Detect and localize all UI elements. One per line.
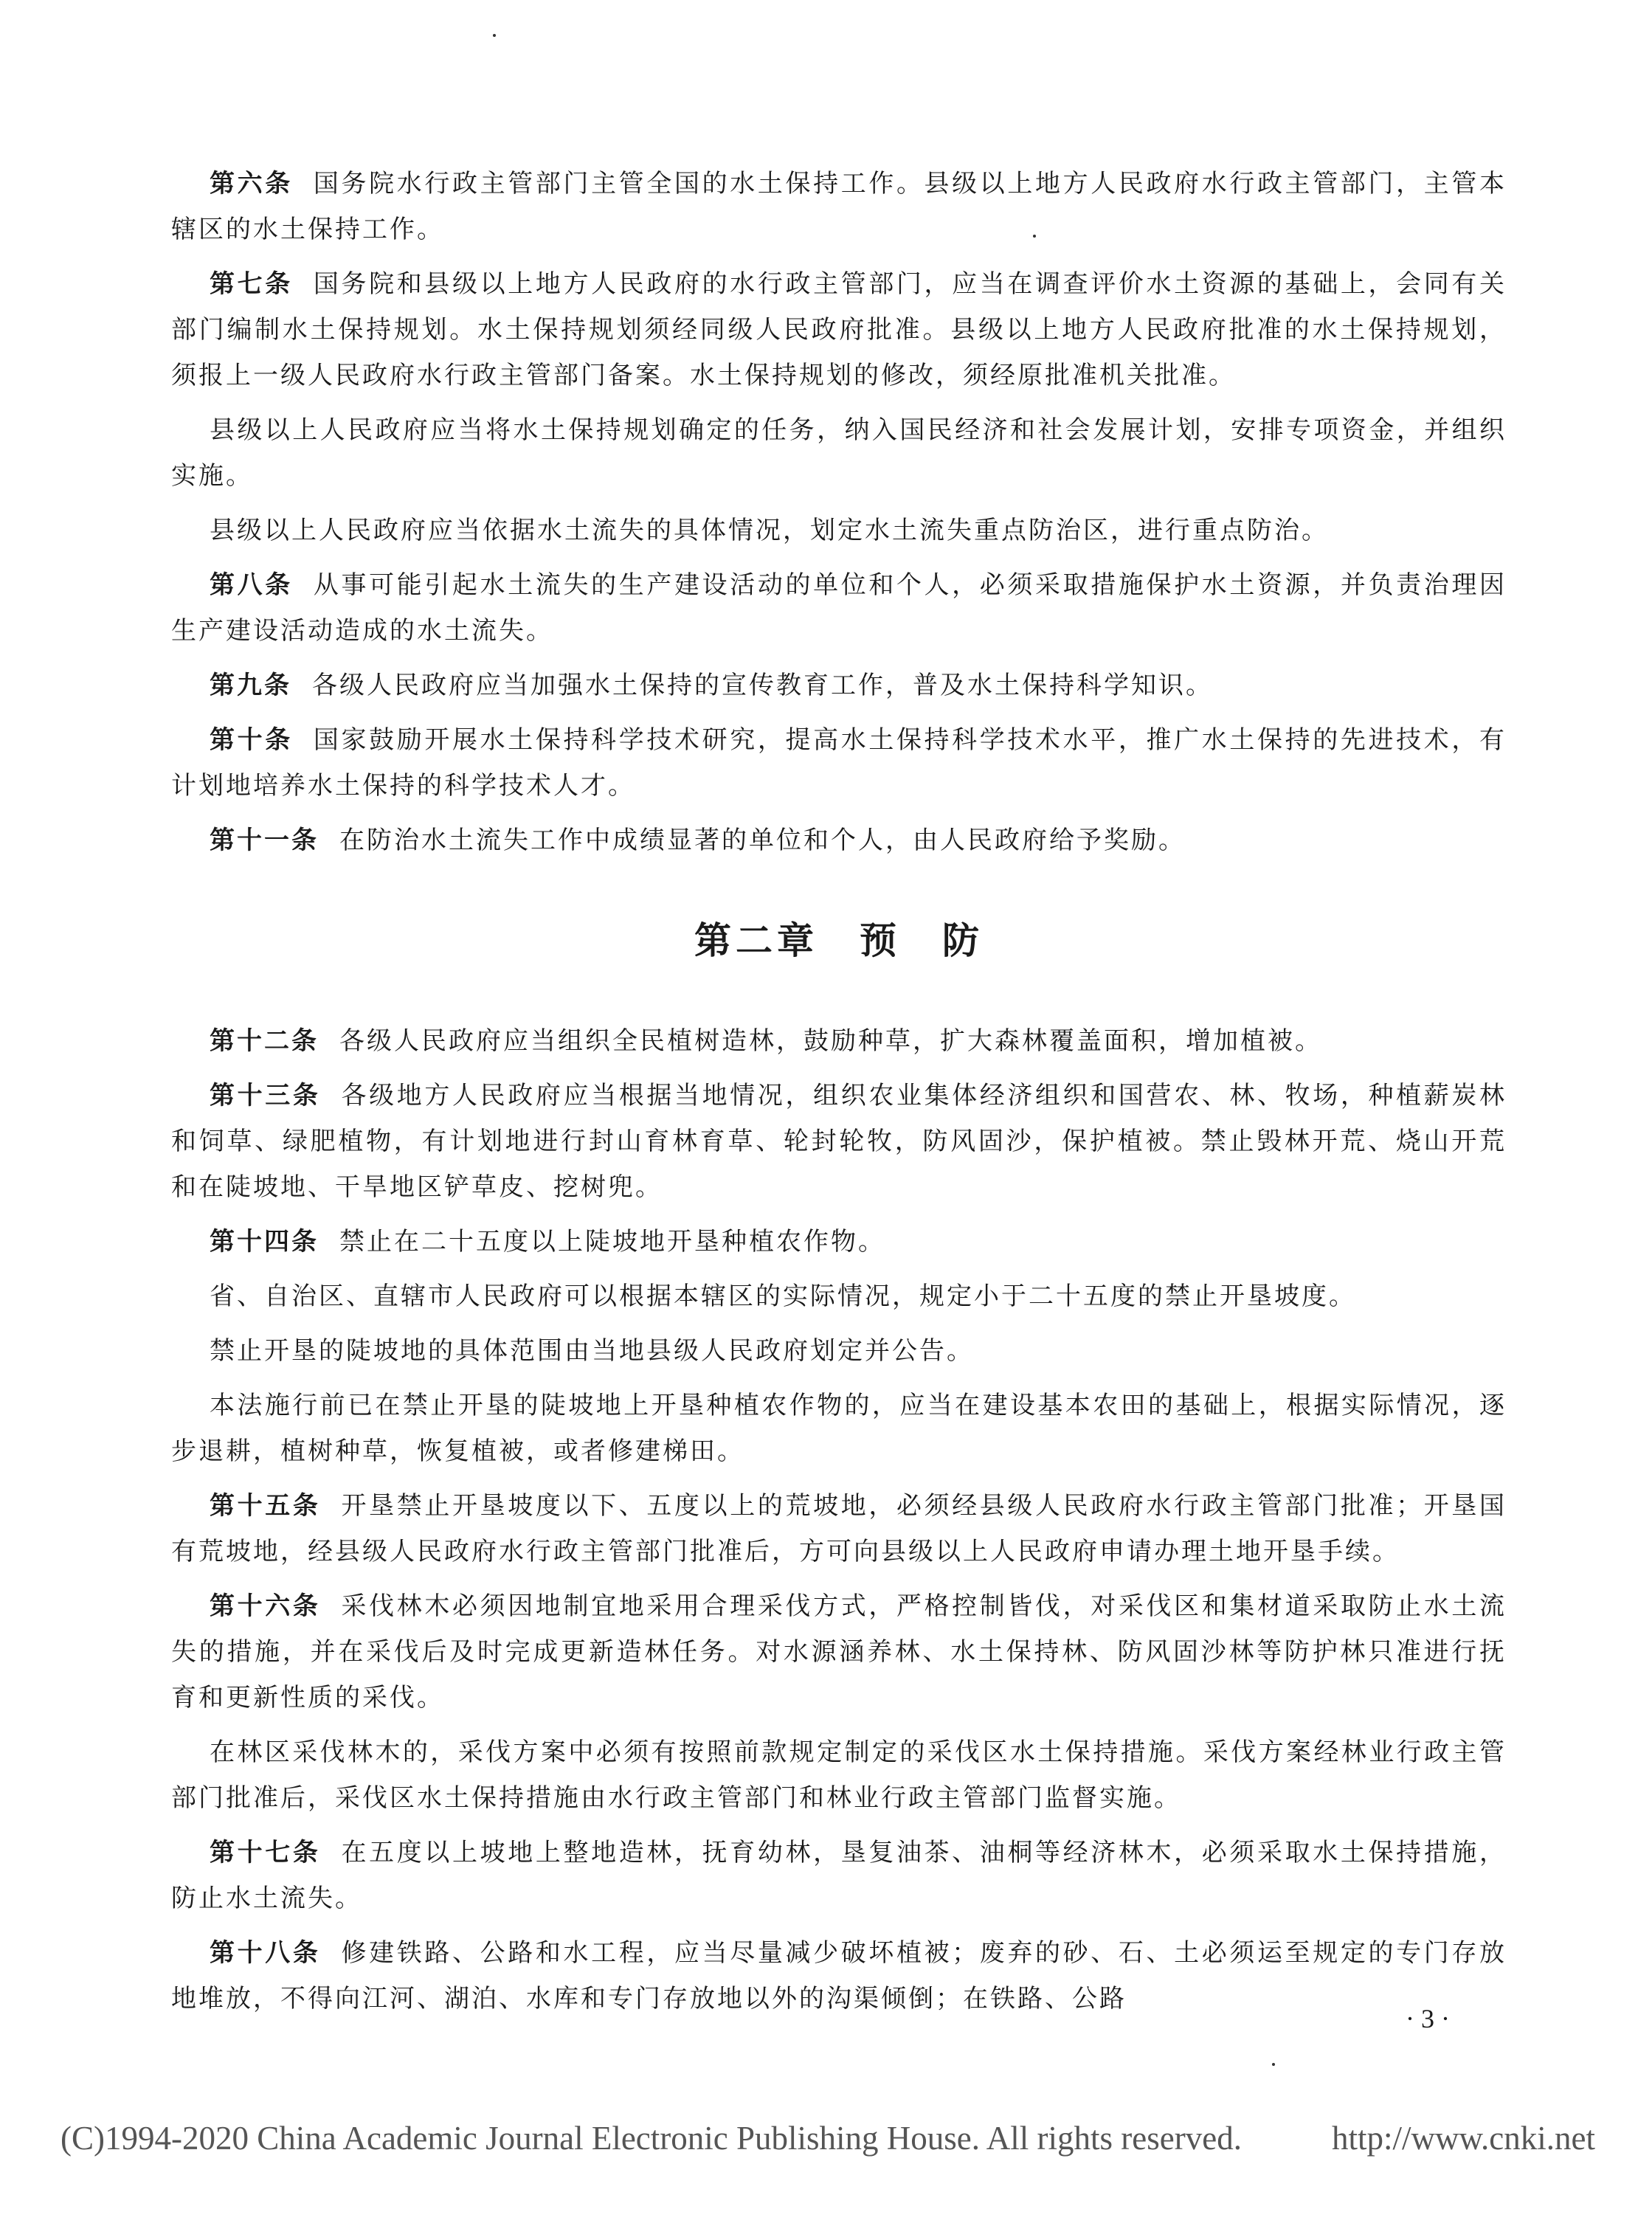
article-text: 开垦禁止开垦坡度以下、五度以上的荒坡地，必须经县级人民政府水行政主管部门批准；开垦国有荒坡地，经县级人民政府水行政主管部门批准后，方可向县级以上人民政府申请办理土地开垦手续。 [171,1491,1507,1566]
article-paragraph [171,1483,1507,1574]
article-text: 在五度以上坡地上整地造林，抚育幼林，垦复油茶、油桐等经济林木，必须采取水土保持措施，防止水土流失。 [171,1838,1507,1913]
article-label: 第八条 [210,570,293,600]
article-text: 省、自治区、直辖市人民政府可以根据本辖区的实际情况，规定小于二十五度的禁止开垦坡度。 [210,1282,1356,1311]
article-paragraph [171,1073,1507,1210]
article-text: 县级以上人民政府应当依据水土流失的具体情况，划定水土流失重点防治区，进行重点防治。 [210,516,1329,545]
article-paragraph [171,663,1507,708]
article-text: 各级地方人民政府应当根据当地情况，组织农业集体经济组织和国营农、林、牧场，种植薪炭林和饲草、绿肥植物，有计划地进行封山育林育草、轮封轮牧，防风固沙，保护植被。禁止毁林开荒、烧山开荒和在陡坡地、干旱地区铲草皮、挖树兜。 [171,1081,1507,1202]
copyright-footer [61,2119,1595,2157]
article-text: 从事可能引起水土流失的生产建设活动的单位和个人，必须采取措施保护水土资源，并负责治理因生产建设活动造成的水土流失。 [171,570,1507,646]
article-paragraph [171,407,1507,499]
scan-speck [493,34,496,37]
articles-before-chapter [171,161,1507,863]
article-paragraph [171,1273,1507,1319]
article-label: 第六条 [210,169,293,198]
article-text: 修建铁路、公路和水工程，应当尽量减少破坏植被；废弃的砂、石、土必须运至规定的专门存放地堆放，不得向江河、湖泊、水库和专门存放地以外的沟渠倾倒；在铁路、公路 [171,1938,1507,2013]
article-label: 第十六条 [210,1591,321,1621]
article-text: 禁止在二十五度以上陡坡地开垦种植农作物。 [339,1227,885,1256]
article-label: 第十条 [210,725,293,755]
article-text: 国家鼓励开展水土保持科学技术研究，提高水土保持科学技术水平，推广水土保持的先进技术，有计划地培养水土保持的科学技术人才。 [171,725,1507,801]
article-label: 第十三条 [210,1081,321,1110]
chapter-heading: 第二章 预 防 [694,919,984,962]
article-text: 本法施行前已在禁止开垦的陡坡地上开垦种植农作物的，应当在建设基本农田的基础上，根据实际情况，逐步退耕，植树种草，恢复植被，或者修建梯田。 [171,1391,1507,1466]
articles-after-chapter [171,1018,1507,2022]
article-text: 国务院水行政主管部门主管全国的水土保持工作。县级以上地方人民政府水行政主管部门，主管本辖区的水土保持工作。 [171,169,1507,244]
article-paragraph [171,1930,1507,2022]
article-paragraph [171,508,1507,553]
article-text: 各级人民政府应当组织全民植树造林，鼓励种草，扩大森林覆盖面积，增加植被。 [339,1026,1322,1056]
article-paragraph [171,562,1507,654]
article-label: 第十八条 [210,1938,321,1968]
article-paragraph [171,717,1507,809]
article-text: 县级以上人民政府应当将水土保持规划确定的任务，纳入国民经济和社会发展计划，安排专项资金，并组织实施。 [171,415,1507,491]
article-label: 第十一条 [210,826,319,855]
copyright-text: (C)1994-2020 China Academic Journal Electronic Publishing House. All rights reserved. [61,2120,1242,2157]
article-paragraph [171,1219,1507,1265]
article-label: 第十七条 [210,1838,321,1867]
article-text: 在林区采伐林木的，采伐方案中必须有按照前款规定制定的采伐区水土保持措施。采伐方案经林业行政主管部门批准后，采伐区水土保持措施由水行政主管部门和林业行政主管部门监督实施。 [171,1738,1507,1813]
article-text: 禁止开垦的陡坡地的具体范围由当地县级人民政府划定并公告。 [210,1336,974,1366]
article-paragraph [171,1018,1507,1064]
article-paragraph [171,1729,1507,1821]
article-paragraph [171,1383,1507,1474]
article-paragraph [171,1328,1507,1374]
scan-speck [1272,2063,1275,2066]
footer-url: http://www.cnki.net [1331,2120,1595,2157]
article-text: 各级人民政府应当加强水土保持的宣传教育工作，普及水土保持科学知识。 [312,671,1213,700]
page-number: · 3 · [1406,2004,1450,2033]
body-text [171,161,1507,2030]
article-label: 第十五条 [210,1491,321,1521]
article-paragraph [171,1830,1507,1921]
article-text: 国务院和县级以上地方人民政府的水行政主管部门，应当在调查评价水土资源的基础上，会同有关部门编制水土保持规划。水土保持规划须经同级人民政府批准。县级以上地方人民政府批准的水土保持规划，须报上一级人民政府水行政主管部门备案。水土保持规划的修改，须经原批准机关批准。 [171,269,1507,390]
article-label: 第十二条 [210,1026,319,1056]
article-paragraph [171,817,1507,863]
article-label: 第九条 [210,671,291,700]
article-paragraph [171,161,1507,252]
article-paragraph [171,1583,1507,1721]
article-text: 采伐林木必须因地制宜地采用合理采伐方式，严格控制皆伐，对采伐区和集材道采取防止水土流失的措施，并在采伐后及时完成更新造林任务。对水源涵养林、水土保持林、防风固沙林等防护林只准进行抚育和更新性质的采伐。 [171,1591,1507,1712]
article-label: 第七条 [210,269,293,299]
article-text: 在防治水土流失工作中成绩显著的单位和个人，由人民政府给予奖励。 [339,826,1186,855]
article-paragraph [171,261,1507,398]
article-label: 第十四条 [210,1227,319,1256]
